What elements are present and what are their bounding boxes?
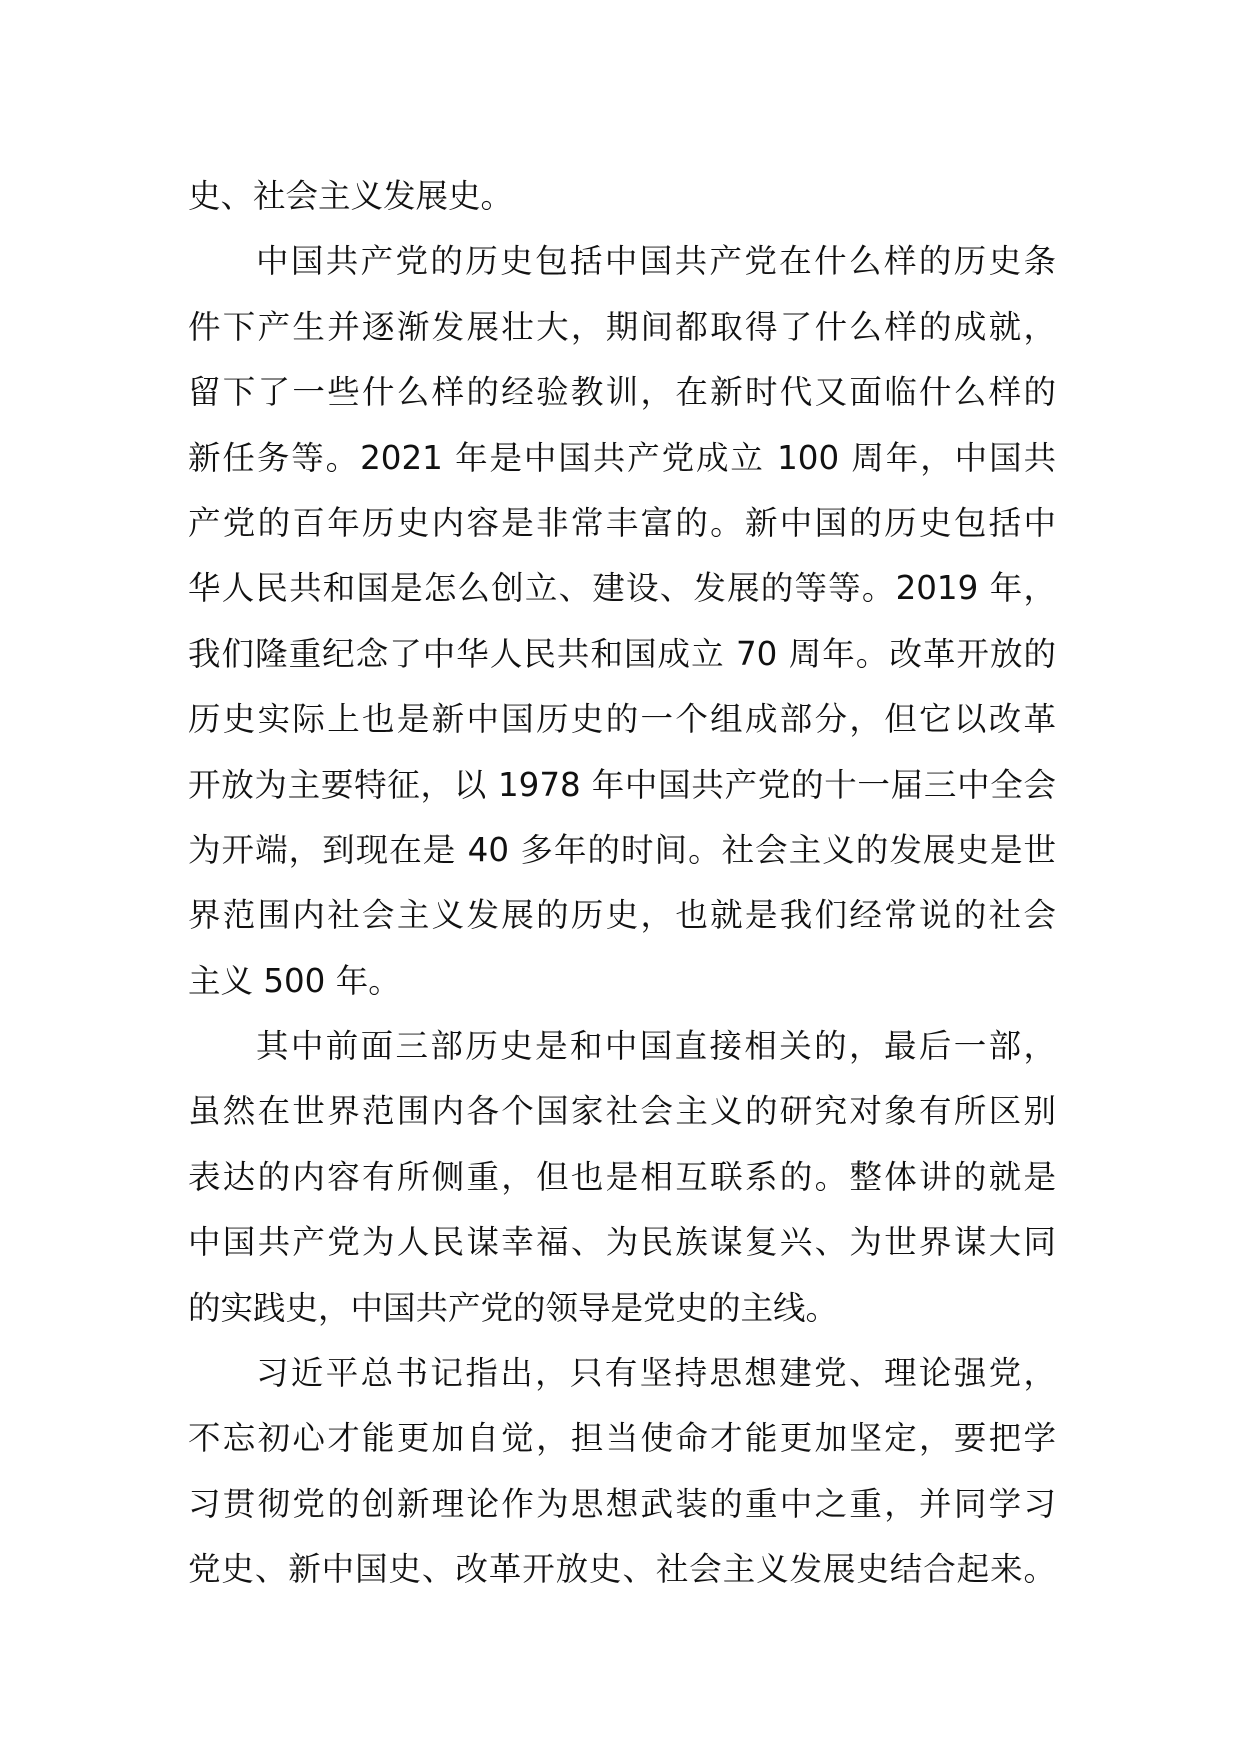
text-line: 习近平总书记指出，只有坚持思想建党、理论强党， [256,1354,1056,1393]
paragraph [188,229,1056,1014]
text-line: 中国共产党为人民谋幸福、为民族谋复兴、为世界谋大同 [188,1223,1056,1262]
text-line: 中国共产党的历史包括中国共产党在什么样的历史条 [256,242,1056,281]
text-line: 我们隆重纪念了中华人民共和国成立 70 周年。改革开放的 [188,634,1056,673]
text-line: 为开端，到现在是 40 多年的时间。社会主义的发展史是世 [188,830,1056,869]
text-line: 留下了一些什么样的经验教训，在新时代又面临什么样的 [188,373,1056,412]
paragraph [188,1341,1056,1603]
text-line: 党史、新中国史、改革开放史、社会主义发展史结合起来。 [188,1550,1056,1589]
text-line: 界范围内社会主义发展的历史，也就是我们经常说的社会 [188,896,1056,935]
text-line: 表达的内容有所侧重，但也是相互联系的。整体讲的就是 [188,1157,1056,1196]
text-line: 的实践史，中国共产党的领导是党史的主线。 [188,1288,839,1327]
text-line: 习贯彻党的创新理论作为思想武装的重中之重，并同学习 [188,1484,1056,1523]
text-line: 史、社会主义发展史。 [188,177,514,215]
paragraph [188,164,1056,229]
body-text [188,164,1056,1603]
text-line: 不忘初心才能更加自觉，担当使命才能更加坚定，要把学 [188,1419,1056,1458]
text-line: 件下产生并逐渐发展壮大，期间都取得了什么样的成就， [188,307,1056,346]
text-line: 新任务等。2021 年是中国共产党成立 100 周年，中国共 [188,438,1056,477]
paragraph [188,1014,1056,1341]
text-line: 产党的百年历史内容是非常丰富的。新中国的历史包括中 [188,503,1056,542]
text-line: 虽然在世界范围内各个国家社会主义的研究对象有所区别 [188,1092,1056,1131]
text-line: 华人民共和国是怎么创立、建设、发展的等等。2019 年， [188,569,1056,608]
text-line: 开放为主要特征，以 1978 年中国共产党的十一届三中全会 [188,765,1056,804]
text-line: 其中前面三部历史是和中国直接相关的，最后一部， [256,1027,1056,1066]
text-line: 主义 500 年。 [188,961,401,1000]
text-line: 历史实际上也是新中国历史的一个组成部分，但它以改革 [188,700,1056,739]
